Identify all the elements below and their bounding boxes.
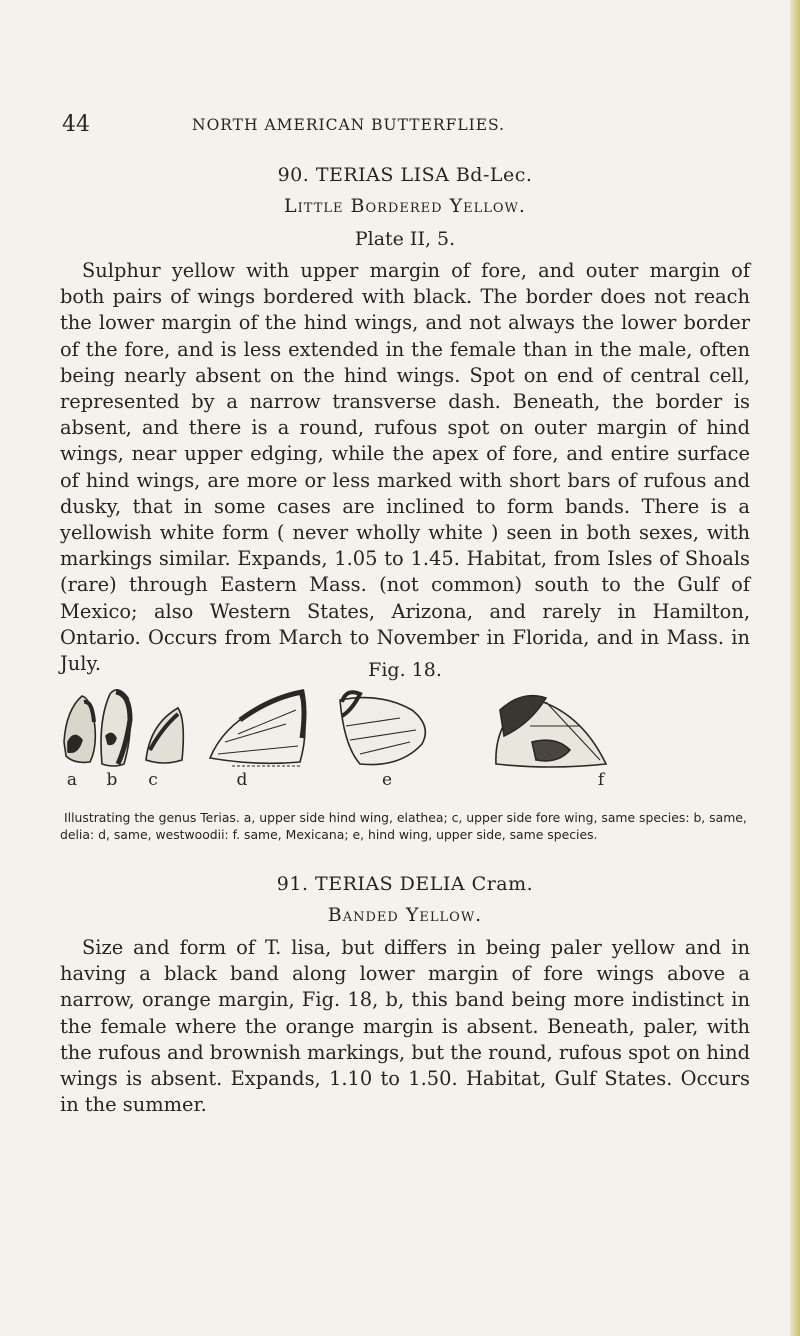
page-edge [790, 0, 800, 1336]
wing-d-illustration [210, 692, 305, 766]
running-title: NORTH AMERICAN BUTTERFLIES. [192, 116, 506, 134]
entry-91-common-name: Banded Yellow. [327, 904, 483, 926]
entry-91-body: Size and form of T. lisa, but differs in being paler yellow and in having a black band along lower margin of fore wings above a narrow, orange margin, Fig. 18, b, this band being more indistinct in the female where the orange margin is absent. Beneath, paler, with the rufous and brownish markings, but the round, rufous spot on hind wings is absent. Expands, 1.10 to 1.50. Habitat, Gulf States. Occurs in the summer. [60, 936, 750, 1117]
page-number: 44 [62, 112, 90, 137]
entry-91-heading: 91. TERIAS DELIA Cram. [276, 873, 534, 895]
wing-a-illustration [64, 696, 95, 762]
entry-90-body: Sulphur yellow with upper margin of fore, and outer margin of both pairs of wings bordered with black. The border does not reach the lower margin of the hind wings, and not always the lower border of the fore, and is less extended in the female than in the male, often being nearly absent on the hind wings. Spot on end of central cell, represented by a narrow transverse dash. Beneath, the border is absent, and there is a round, rufous spot on outer margin of hind wings, near upper edging, while the apex of fore, and entire surface of hind wings, are more or less marked with short bars of rufous and dusky, that in some cases are inclined to form bands. There is a yellowish white form ( never wholly white ) seen in both sexes, with markings similar. Expands, 1.05 to 1.45. Habitat, from Isles of Shoals (rare) through Eastern Mass. (not common) south to the Gulf of Mexico; also Western States, Arizona, and rarely in Hamilton, Ontario. Occurs from March to November in Florida, and in Mass. in July. [60, 259, 750, 676]
entry-90-common-name: Little Bordered Yellow. [284, 195, 526, 217]
page-header [62, 112, 752, 136]
wing-c-illustration [146, 708, 183, 763]
figure-label: Fig. 18. [368, 659, 442, 681]
panel-letter: a [66, 770, 78, 790]
wing-f-illustration [496, 696, 606, 767]
wing-b-illustration [101, 690, 130, 766]
wing-e-illustration [340, 692, 425, 764]
entry-90-heading: 90. TERIAS LISA Bd-Lec. [277, 164, 533, 186]
panel-letter: f [597, 770, 605, 790]
panel-letter: c [148, 770, 158, 790]
panel-letter: b [106, 770, 118, 790]
entry-90-plate: Plate II, 5. [354, 228, 456, 250]
wing-illustrations [60, 680, 750, 790]
panel-letter: d [236, 770, 248, 790]
figure-18 [60, 680, 750, 790]
panel-letter: e [381, 770, 393, 790]
figure-caption: Illustrating the genus Terias. a, upper side hind wing, elathea; c, upper side fore wing, same species: b, same, delia: d, same, westwoodii: f. same, Mexicana; e, hind wing, upper side, same species. [60, 810, 747, 842]
